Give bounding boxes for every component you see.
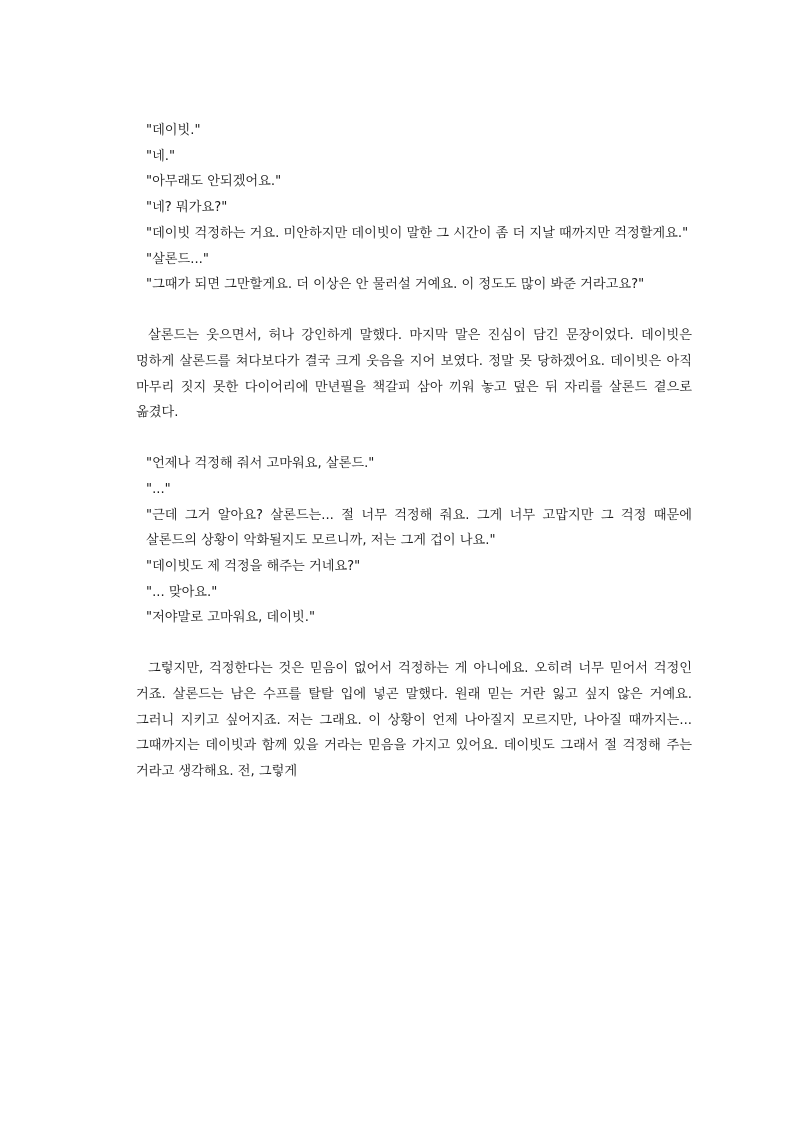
narration-paragraph: 살론드는 웃으면서, 허나 강인하게 말했다. 마지막 말은 진심이 담긴 문장이었다. 데이빗은 멍하게 살론드를 쳐다보다가 결국 크게 웃음을 지어 보였다. 정말 못 당하겠어요. 데이빗은 아직 마무리 짓지 못한 다이어리에 만년필을 책갈피 삼아 끼워 놓고 덮은 뒤 자리를 살론드 곁으로 옮겼다.: [136, 328, 692, 421]
paragraph-spacer: [136, 631, 692, 656]
dialogue-line: "살론드...": [146, 251, 209, 267]
dialogue-line: "... 맞아요.": [146, 584, 218, 600]
dialogue-line: "그때가 되면 그만할게요. 더 이상은 안 물러설 거예요. 이 정도도 많이 봐준 거라고요?": [146, 277, 645, 293]
dialogue-line: "...": [146, 481, 171, 497]
dialogue-line: "근데 그거 알아요? 살론드는... 절 너무 걱정해 줘요. 그게 너무 고맙지만 그 걱정 때문에 살론드의 상황이 악화될지도 모르니까, 저는 그게 겁이 나요.": [146, 507, 692, 549]
document-body: [136, 118, 692, 785]
dialogue-line: "저야말로 고마워요, 데이빗.": [146, 610, 316, 626]
dialogue-line: "아무래도 안되겠어요.": [146, 174, 282, 190]
paragraph-spacer: [136, 298, 692, 323]
narration-paragraph: 그렇지만, 걱정한다는 것은 믿음이 없어서 걱정하는 게 아니에요. 오히려 너무 믿어서 걱정인 거죠. 살론드는 남은 수프를 탈탈 입에 넣곤 말했다. 원래 믿는 거란 잃고 싶지 않은 거예요. 그러니 지키고 싶어지죠. 저는 그래요. 이 상황이 언제 나아질지 모르지만, 나아질 때까지는... 그때까지는 데이빗과 함께 있을 거라는 믿음을 가지고 있어요. 데이빗도 그래서 절 걱정해 주는 거라고 생각해요. 전, 그렇게: [136, 661, 692, 780]
dialogue-line: "데이빗.": [146, 123, 201, 138]
dialogue-line: "네? 뭐가요?": [146, 200, 228, 216]
dialogue-line: "데이빗 걱정하는 거요. 미안하지만 데이빗이 말한 그 시간이 좀 더 지날 때까지만 걱정할게요.": [146, 225, 689, 241]
dialogue-line: "데이빗도 제 걱정을 해주는 거네요?": [146, 559, 361, 575]
dialogue-line: "언제나 걱정해 줘서 고마워요, 살론드.": [146, 456, 375, 472]
paragraph-spacer: [136, 426, 692, 451]
dialogue-line: "네.": [146, 148, 176, 164]
